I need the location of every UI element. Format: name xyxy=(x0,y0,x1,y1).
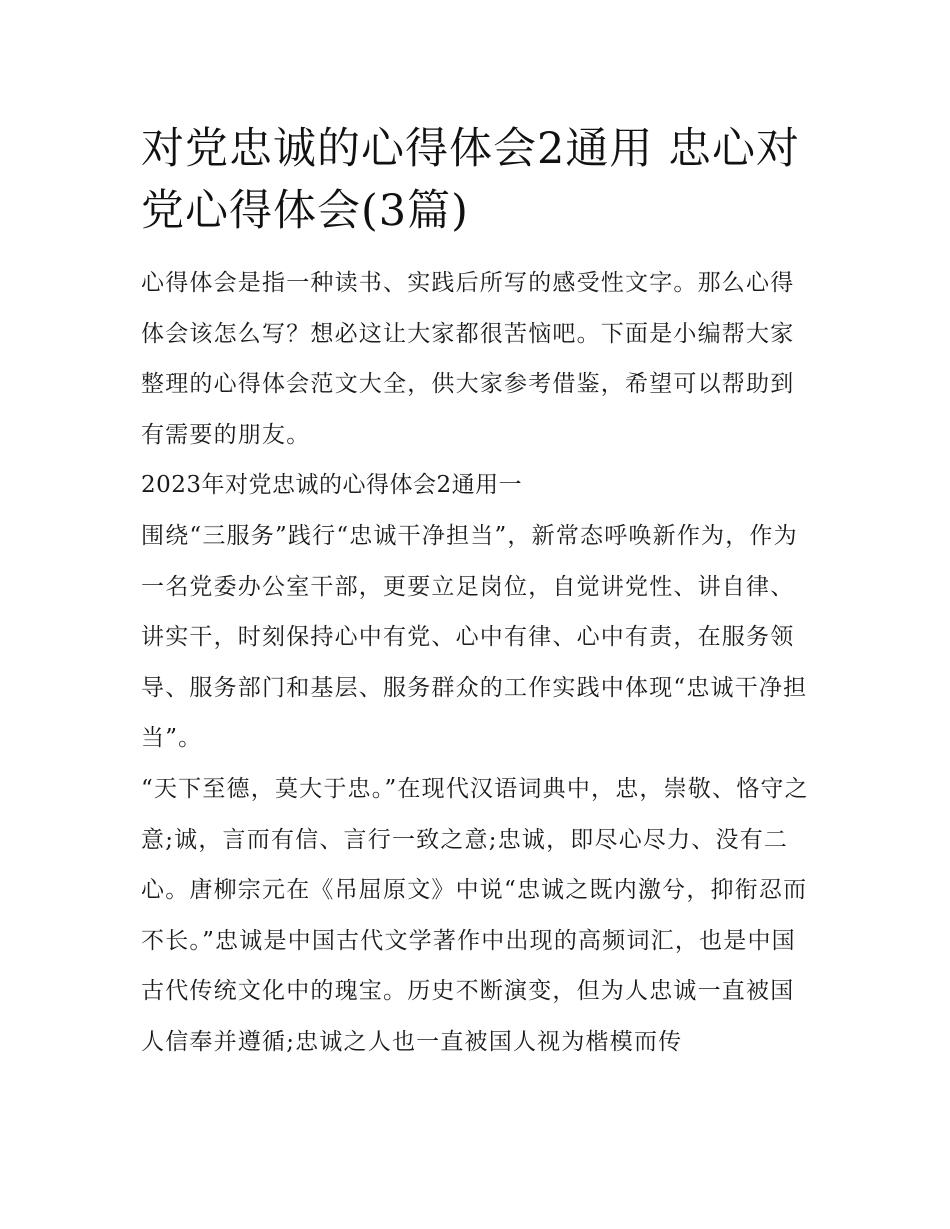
intro-paragraph: 心得体会是指一种读书、实践后所写的感受性文字。那么心得体会该怎么写？想必这让大家都很苦恼吧。下面是小编帮大家整理的心得体会范文大全，供大家参考借鉴，希望可以帮助到有需要的朋友。 xyxy=(141,270,795,448)
body-paragraph: 围绕“三服务”践行“忠诚干净担当”，新常态呼唤新作为，作为一名党委办公室干部，更要立足岗位，自觉讲党性、讲自律、讲实干，时刻保持心中有党、心中有律、心中有责，在服务领导、服务部门和基层、服务群众的工作实践中体现“忠诚干净担当”。 xyxy=(141,522,808,752)
body-paragraph: “天下至德，莫大于忠。”在现代汉语词典中，忠，崇敬、恪守之意;诚，言而有信、言行一致之意;忠诚，即尽心尽力、没有二心。唐柳宗元在《吊屈原文》中说“忠诚之既内激兮，抑衔忍而不长。”忠诚是中国古代文学著作中出现的高频词汇，也是中国古代传统文化中的瑰宝。历史不断演变，但为人忠诚一直被国人信奉并遵循;忠诚之人也一直被国人视为楷模而传 xyxy=(141,775,809,1055)
section-heading: 2023年对党忠诚的心得体会2通用一 xyxy=(141,472,523,499)
document-title: 对党忠诚的心得体会2通用 忠心对党心得体会(3篇) xyxy=(141,124,801,236)
document-body xyxy=(141,118,813,1068)
